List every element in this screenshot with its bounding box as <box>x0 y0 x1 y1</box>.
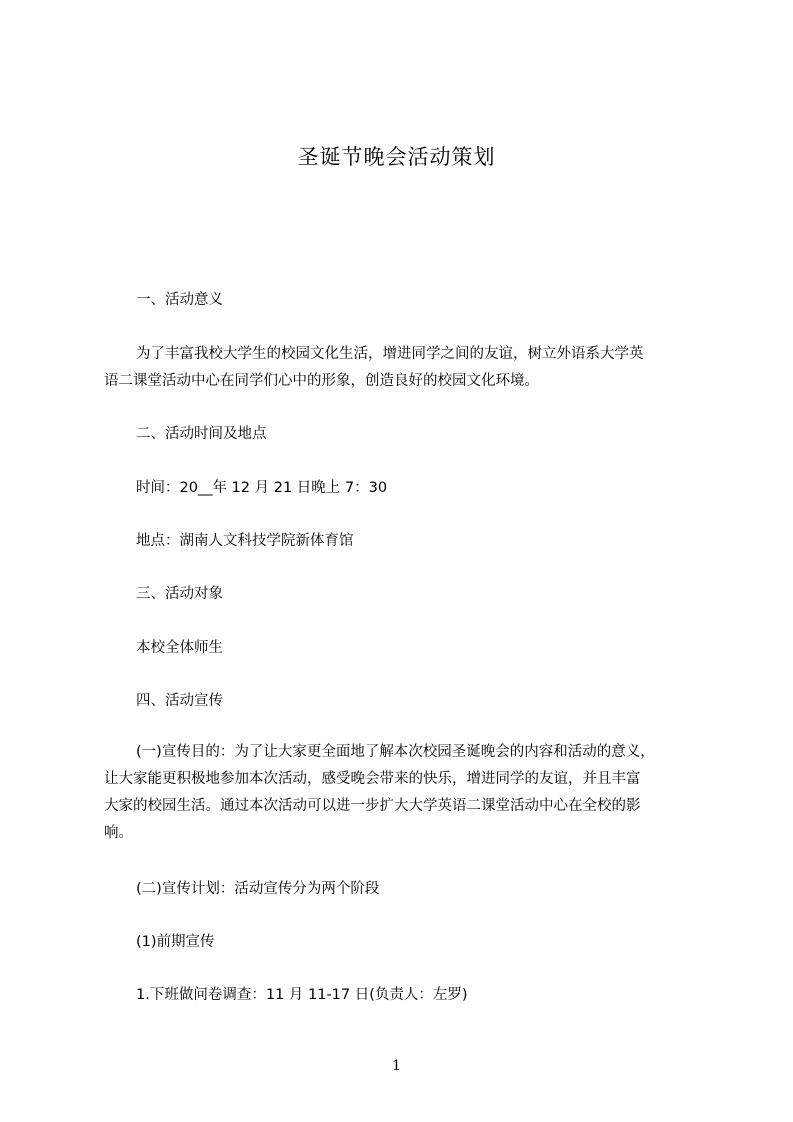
promotion-plan-text: (二)宣传计划：活动宣传分为两个阶段 <box>136 881 380 897</box>
section-heading-promotion: 四、活动宣传 <box>136 693 223 709</box>
paragraph-line: 为了丰富我校大学生的校园文化生活，增进同学之间的友谊，树立外语系大学英 <box>136 346 644 362</box>
section-heading-significance: 一、活动意义 <box>136 292 223 308</box>
page-number: 1 <box>392 1058 401 1074</box>
subheading-early-promotion: (1)前期宣传 <box>136 934 215 950</box>
place-text: 地点：湖南人文科技学院新体育馆 <box>136 533 354 549</box>
paragraph-significance <box>104 341 644 395</box>
section-heading-time-place: 二、活动时间及地点 <box>136 426 267 442</box>
paragraph-line: 语二课堂活动中心在同学们心中的形象，创造良好的校园文化环境。 <box>104 373 539 389</box>
paragraph-promotion-purpose <box>104 739 655 847</box>
paragraph-line: (一)宣传目的：为了让大家更全面地了解本次校园圣诞晚会的内容和活动的意义， <box>136 744 655 760</box>
time-text: 时间：20__年 12 月 21 日晚上 7：30 <box>136 480 388 496</box>
list-item: 1.下班做问卷调查：11 月 11-17 日(负责人：左罗) <box>136 987 468 1003</box>
audience-text: 本校全体师生 <box>136 640 223 656</box>
document-title: 圣诞节晚会活动策划 <box>297 145 496 169</box>
paragraph-line: 让大家能更积极地参加本次活动，感受晚会带来的快乐，增进同学的友谊，并且丰富 <box>104 771 641 787</box>
paragraph-line: 响。 <box>104 825 133 841</box>
paragraph-line: 大家的校园生活。通过本次活动可以进一步扩大大学英语二课堂活动中心在全校的影 <box>104 798 641 814</box>
section-heading-audience: 三、活动对象 <box>136 586 223 602</box>
